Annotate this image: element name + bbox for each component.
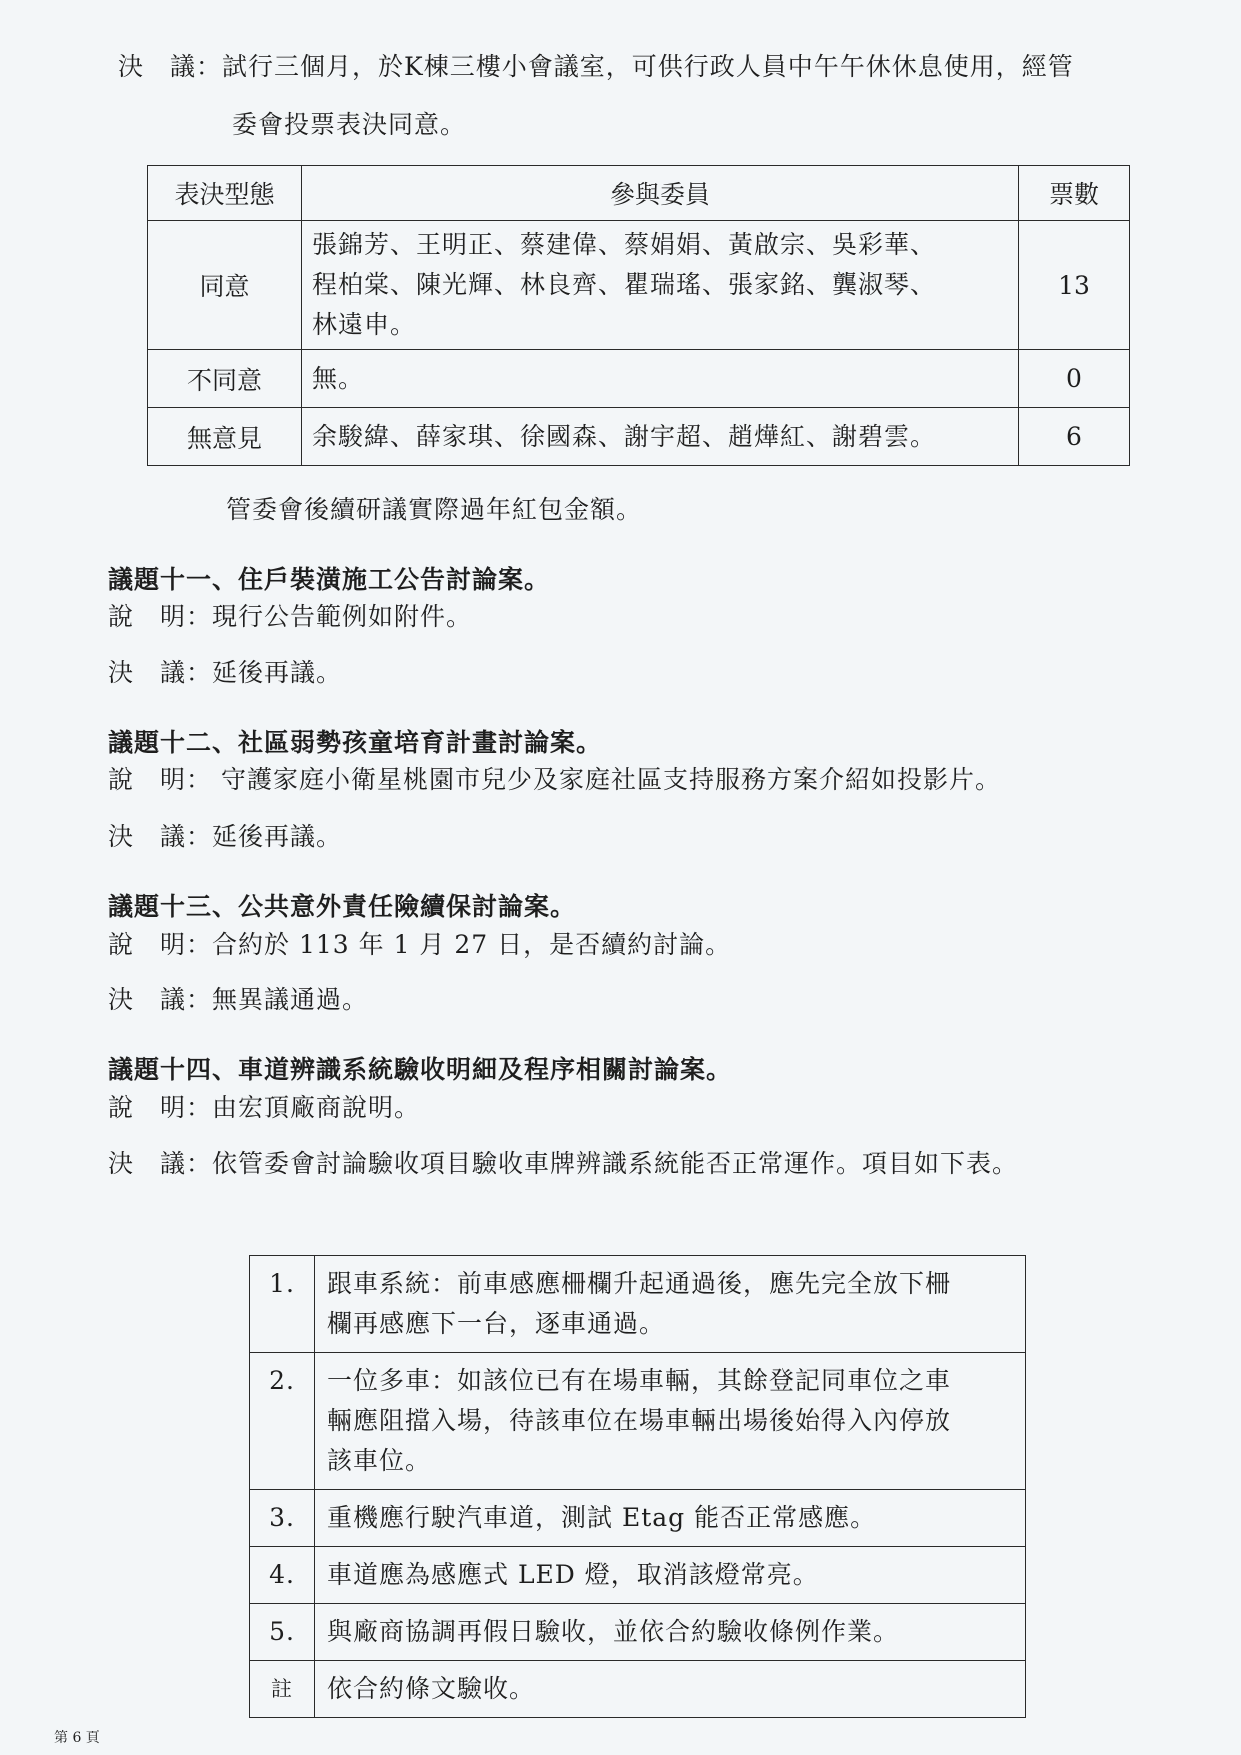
acceptance-text: 車道應為感應式 LED 燈，取消該燈常亮。 xyxy=(315,1547,1026,1604)
resolution-label: 決 議： xyxy=(108,822,213,851)
page-number: 第 6 頁 xyxy=(54,1730,100,1746)
acceptance-num: 4. xyxy=(250,1547,315,1604)
topic-12-explain xyxy=(108,763,1001,797)
acceptance-line: 輛應阻擋入場，待該車位在場車輛出場後始得入內停放 xyxy=(327,1406,952,1435)
acceptance-table xyxy=(249,1255,1026,1718)
explain-label: 說 明： xyxy=(108,602,213,631)
explain-label: 說 明： xyxy=(108,765,213,794)
topic-13-resolution xyxy=(108,983,368,1017)
topic-13-title: 議題十三、公共意外責任險續保討論案。 xyxy=(108,892,577,921)
explain-label: 說 明： xyxy=(108,1093,213,1122)
topic-14-resolution xyxy=(108,1147,1018,1181)
acceptance-text: 與廠商協調再假日驗收，並依合約驗收條例作業。 xyxy=(315,1604,1026,1661)
explain-text: 守護家庭小衛星桃園市兒少及家庭社區支持服務方案介紹如投影片。 xyxy=(212,765,1001,794)
vote-row-abstain xyxy=(148,408,1130,466)
acceptance-num: 5. xyxy=(250,1604,315,1661)
topic-13-explain xyxy=(108,928,731,962)
explain-text: 現行公告範例如附件。 xyxy=(212,602,473,631)
topic-12-title: 議題十二、社區弱勢孩童培育計畫討論案。 xyxy=(108,728,603,757)
acceptance-num: 註 xyxy=(250,1661,315,1718)
header-members: 參與委員 xyxy=(302,166,1019,221)
acceptance-text: 重機應行駛汽車道，測試 Etag 能否正常感應。 xyxy=(315,1490,1026,1547)
vote-type: 不同意 xyxy=(148,350,302,408)
vote-count: 0 xyxy=(1019,350,1130,408)
vote-row-agree xyxy=(148,221,1130,350)
acceptance-line: 該車位。 xyxy=(327,1446,432,1475)
resolution-text: 依管委會討論驗收項目驗收車牌辨識系統能否正常運作。項目如下表。 xyxy=(212,1149,1019,1178)
acceptance-row xyxy=(250,1661,1026,1718)
acceptance-num: 3. xyxy=(250,1490,315,1547)
resolution-label: 決 議： xyxy=(118,52,223,81)
explain-label: 說 明： xyxy=(108,930,213,959)
topic-11-explain xyxy=(108,600,472,634)
acceptance-row xyxy=(250,1547,1026,1604)
acceptance-num: 1. xyxy=(250,1256,315,1353)
vote-table-header-row xyxy=(148,166,1130,221)
vote-type: 同意 xyxy=(148,221,302,350)
vote-table xyxy=(147,165,1130,466)
resolution-intro-line1 xyxy=(118,50,1074,84)
topic-12-resolution xyxy=(108,820,342,854)
resolution-text: 無異議通過。 xyxy=(212,985,369,1014)
acceptance-text: 依合約條文驗收。 xyxy=(315,1661,1026,1718)
vote-count: 6 xyxy=(1019,408,1130,466)
vote-count: 13 xyxy=(1019,221,1130,350)
acceptance-row xyxy=(250,1490,1026,1547)
acceptance-row xyxy=(250,1256,1026,1353)
resolution-text: 延後再議。 xyxy=(212,658,343,687)
resolution-intro-line2: 委會投票表決同意。 xyxy=(232,110,467,139)
topic-14-title: 議題十四、車道辨識系統驗收明細及程序相關討論案。 xyxy=(108,1055,733,1084)
vote-members: 余駿緯、薛家琪、徐國森、謝宇超、趙燁紅、謝碧雲。 xyxy=(302,408,1019,466)
followup-note: 管委會後續研議實際過年紅包金額。 xyxy=(226,495,643,524)
resolution-text: 試行三個月，於K棟三樓小會議室，可供行政人員中午午休休息使用，經管 xyxy=(222,52,1074,81)
topic-14-explain xyxy=(108,1091,420,1125)
members-line: 林遠申。 xyxy=(312,310,417,339)
members-line: 程柏棠、陳光輝、林良齊、瞿瑞瑤、張家銘、龔淑琴、 xyxy=(312,270,937,299)
resolution-label: 決 議： xyxy=(108,985,213,1014)
acceptance-text xyxy=(315,1256,1026,1353)
topic-11-resolution xyxy=(108,656,342,690)
header-count: 票數 xyxy=(1019,166,1130,221)
vote-row-disagree xyxy=(148,350,1130,408)
acceptance-row xyxy=(250,1353,1026,1490)
members-line: 張錦芳、王明正、蔡建偉、蔡娟娟、黃啟宗、吳彩華、 xyxy=(312,230,937,259)
explain-text: 由宏頂廠商說明。 xyxy=(212,1093,421,1122)
acceptance-text xyxy=(315,1353,1026,1490)
acceptance-line: 一位多車：如該位已有在場車輛，其餘登記同車位之車 xyxy=(327,1366,952,1395)
resolution-label: 決 議： xyxy=(108,1149,213,1178)
vote-members xyxy=(302,221,1019,350)
topic-11-title: 議題十一、住戶裝潢施工公告討論案。 xyxy=(108,565,551,594)
resolution-text: 延後再議。 xyxy=(212,822,343,851)
header-vote-type: 表決型態 xyxy=(148,166,302,221)
vote-members: 無。 xyxy=(302,350,1019,408)
explain-text: 合約於 113 年 1 月 27 日，是否續約討論。 xyxy=(212,930,732,959)
resolution-label: 決 議： xyxy=(108,658,213,687)
vote-type: 無意見 xyxy=(148,408,302,466)
acceptance-line: 欄再感應下一台，逐車通過。 xyxy=(327,1309,666,1338)
acceptance-row xyxy=(250,1604,1026,1661)
acceptance-num: 2. xyxy=(250,1353,315,1490)
acceptance-line: 跟車系統：前車感應柵欄升起通過後，應先完全放下柵 xyxy=(327,1269,952,1298)
